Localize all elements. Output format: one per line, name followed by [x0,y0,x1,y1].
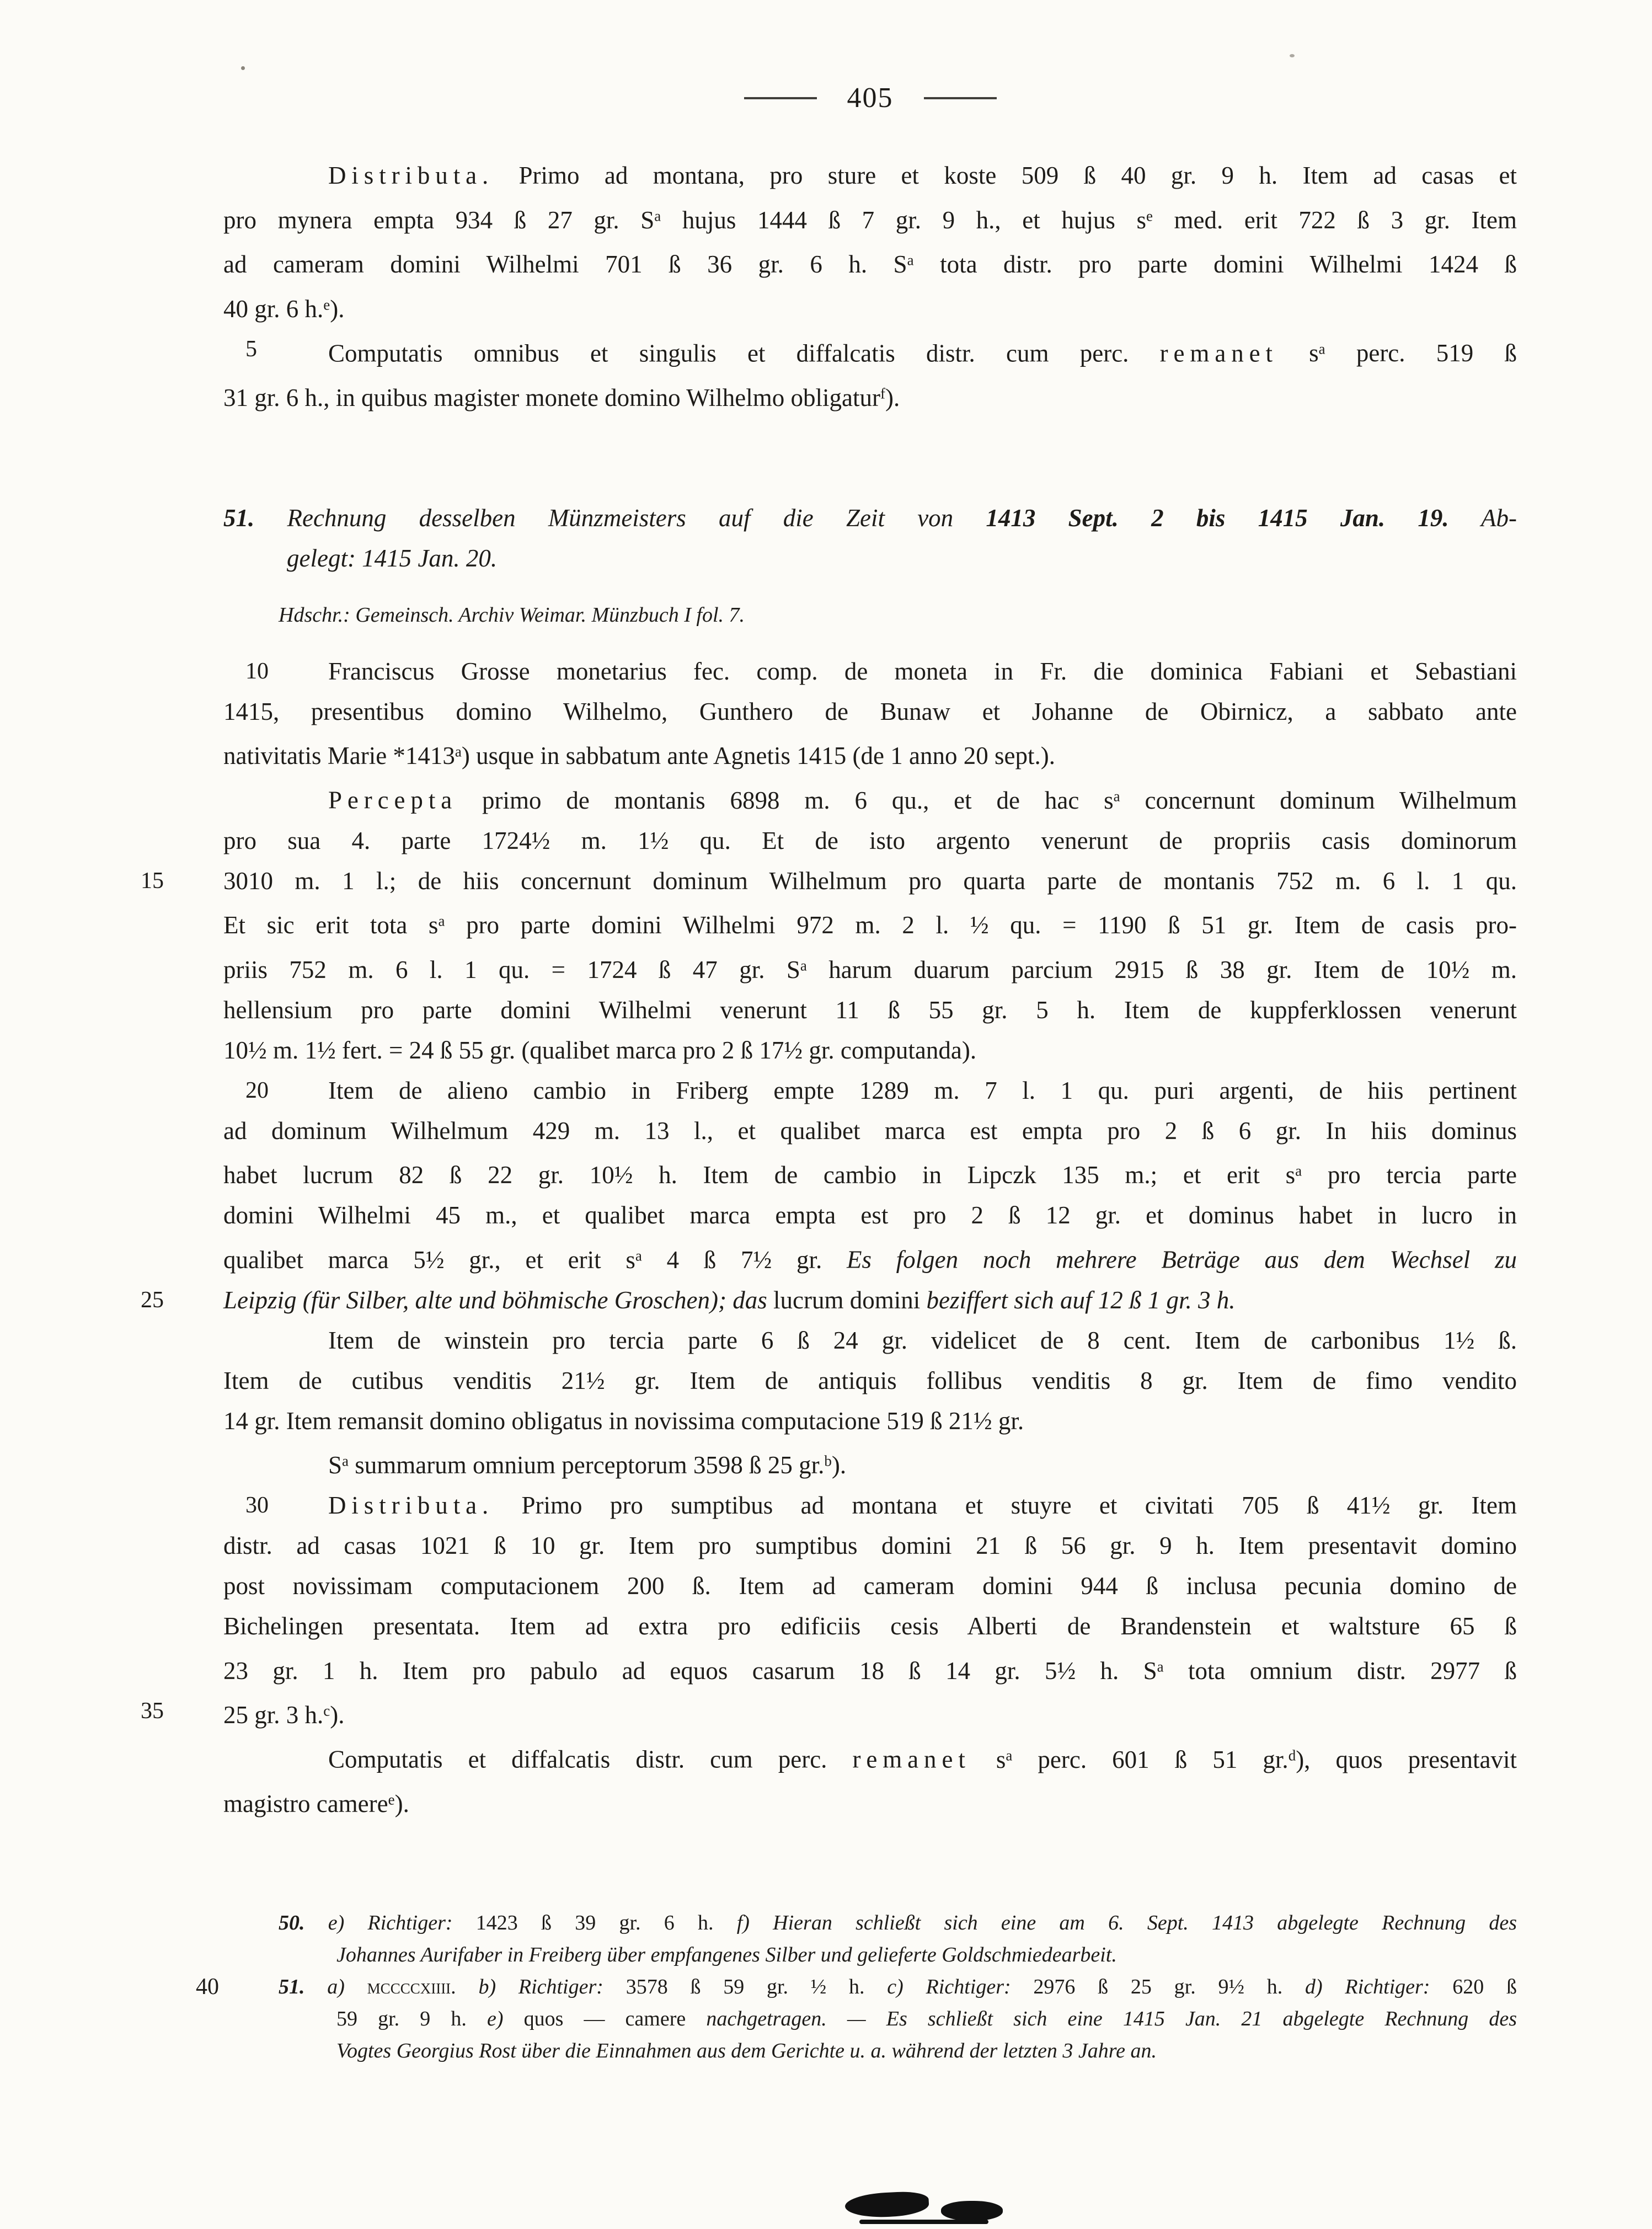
text-line [223,1030,1517,1071]
superscript-note-mark: a [1295,1162,1302,1179]
superscript-note-mark: a [342,1452,349,1469]
text-segment: Franciscus Grosse monetarius fec. comp. de moneta in Fr. die dominica Fabiani et Sebastiani [328,657,1517,685]
text-segment: 3578 ß 59 gr. ½ h. [625,1975,888,1998]
superscript-note-mark: a [455,743,462,760]
line-number: 30 [245,1493,269,1518]
text-line [223,1606,1517,1647]
text-line [223,776,1517,821]
text-segment: 51. [223,504,255,532]
text-line [141,861,1517,901]
text-line [223,732,1517,777]
text-line [223,240,1517,285]
text-line [223,1441,1517,1486]
text-segment: Distributa. [328,162,494,189]
heading-line [223,498,1517,538]
text-line [223,329,1517,374]
text-segment: primo de montanis 6898 m. 6 qu., et de hac $s^a$ concernunt dominum Wilhelmum [457,786,1517,814]
text-segment: Johannes Aurifaber in Freiberg über empfangenes Silber und gelieferte Goldschmiedearbeit. [336,1943,1117,1966]
text-segment: 3010 m. 1 l.; de hiis concernunt dominum Wilhelmum pro quarta parte de montanis 752 m. 6 l. 1 qu. [223,867,1517,895]
text-segment: c) Richtiger: [887,1975,1034,1998]
scan-artifact [941,2201,1003,2221]
text-segment: lucrum domini [773,1286,921,1314]
text-line [223,1526,1517,1566]
line-number: 20 [245,1077,269,1103]
text-segment: Bichelingen presentata. Item ad extra pro edificiis cesis Alberti de Brandenstein et waltsture 65 ß [223,1612,1517,1640]
text-segment: Ab- [1448,504,1517,532]
text-segment: 10½ m. 1½ fert. = 24 ß 55 gr. (qualibet marca pro 2 ß 17½ gr. computanda). [223,1036,977,1064]
text-segment: 1413 Sept. 2 bis 1415 Jan. 19. [986,504,1449,532]
text-segment: remanet [1159,339,1278,367]
text-line [223,1735,1517,1780]
text-segment: $s^a$ perc. 519 ß [1277,339,1517,367]
text-segment: Rechnung desselben Münzmeisters auf die Zeit von [254,504,986,532]
text-segment: hellensium pro parte domini Wilhelmi venerunt 11 ß 55 gr. 5 h. Item de kuppferklossen venerunt [223,996,1517,1024]
footnote-line [196,1971,1517,2003]
text-segment: 1415, presentibus domino Wilhelmo, Gunthero de Bunaw et Johanne de Obirnicz, a sabbato ante [223,697,1517,725]
text-segment: e) Richtiger: [304,1911,476,1934]
header-rule-right [924,97,997,99]
superscript-note-mark: a [1006,1747,1013,1763]
text-segment: 25 gr. 3 h.$^c$). [223,1701,345,1729]
text-line [223,692,1517,732]
text-segment: mccccxiiii. [367,1975,456,1998]
text-segment: Computatis omnibus et singulis et diffalcatis distr. cum perc. [328,339,1160,367]
text-segment: 59 gr. 9 h. [336,2007,487,2030]
superscript-note-mark: f [880,385,885,402]
footnote-line [223,2035,1517,2067]
text-line [223,990,1517,1030]
superscript-note-mark: a [800,957,807,974]
text-segment: 14 gr. Item remansit domino obligatus in novissima computacione 519 ß 21½ gr. [223,1407,1024,1435]
text-segment: pro mynera empta 934 ß 27 gr. $S^a$ hujus 1444 ß 7 gr. 9 h., et hujus $s^e$ med. erit 722 ß 3 gr. Item [223,206,1517,234]
text-line [223,1566,1517,1606]
text-segment: 620 ß [1452,1975,1517,1998]
text-segment: gelegt: 1415 Jan. 20. [287,544,498,572]
text-segment: 2976 ß 25 gr. 9½ h. [1033,1975,1306,1998]
line-number: 10 [245,658,269,684]
text-line [223,1780,1517,1825]
superscript-note-mark: e [323,296,330,313]
text-line [223,901,1517,946]
text-line [223,156,1517,196]
text-line [223,1485,1517,1526]
line-number: 5 [245,336,257,362]
header-rule-left [744,97,817,99]
text-segment: Vogtes Georgius Rost über die Einnahmen aus dem Gerichte u. a. während der letzten 3 Jahre an. [336,2039,1157,2062]
text-segment: quos — camere [523,2007,707,2030]
superscript-note-mark: a [1157,1658,1164,1675]
footnote-line [223,1939,1517,1971]
line-number: 35 [141,1698,164,1724]
superscript-note-mark: a [1113,788,1120,804]
text-segment: post novissimam computacionem 200 ß. Item ad cameram domini 944 ß inclusa pecunia domino de [223,1572,1517,1600]
text-segment: 1423 ß 39 gr. 6 h. [475,1911,737,1934]
text-line [223,1195,1517,1236]
text-segment: priis 752 m. 6 l. 1 qu. = 1724 ß 47 gr. $S^a$ harum duarum parcium 2915 ß 38 gr. Item de 10½ m. [223,955,1517,983]
line-number: 15 [141,868,164,894]
text-segment: distr. ad casas 1021 ß 10 gr. Item pro sumptibus domini 21 ß 56 gr. 9 h. Item presentavit domino [223,1532,1517,1559]
text-segment: b) Richtiger: [456,1975,626,1998]
line-number: 25 [141,1287,164,1313]
superscript-note-mark: b [824,1452,832,1469]
text-segment: a) [304,1975,367,1998]
text-segment: Item de winstein pro tercia parte 6 ß 24 gr. videlicet de 8 cent. Item de carbonibus 1½ ß. [328,1326,1517,1354]
text-segment: 40 gr. 6 h.$^e$). [223,295,345,323]
text-segment: Item de alieno cambio in Friberg empte 1289 m. 7 l. 1 qu. puri argenti, de hiis pertinent [328,1076,1517,1104]
text-segment: qualibet marca 5½ gr., et erit $s^a$ 4 ß 7½ gr. [223,1246,847,1274]
source-line [223,598,1517,632]
text-segment: magistro camere$^e$). [223,1790,409,1818]
text-segment: Primo pro sumptibus ad montana et stuyre et civitati 705 ß 41½ gr. Item [494,1492,1517,1519]
text-line [223,1111,1517,1151]
text-segment: Hdschr.: Gemeinsch. Archiv Weimar. Münzbuch I fol. 7. [279,603,745,627]
footnote-line [223,2003,1517,2035]
line-number: 40 [196,1974,219,2000]
text-line [223,1361,1517,1401]
text-segment: d) Richtiger: [1305,1975,1453,1998]
text-line [223,1647,1517,1691]
text-segment: domini Wilhelmi 45 m., et qualibet marca empta est pro 2 ß 12 gr. et dominus habet in lucro in [223,1201,1517,1229]
text-segment: Percepta [328,786,458,814]
text-segment: $s^a$ perc. 601 ß 51 gr.$^d$), quos presentavit [970,1745,1517,1773]
superscript-note-mark: d [1288,1747,1296,1763]
scan-artifact [1290,54,1295,57]
superscript-note-mark: e [388,1791,395,1808]
footnote-line [223,1907,1517,1939]
text-segment: beziffert sich auf 12 ß 1 gr. 3 h. [920,1286,1236,1314]
text-segment: 31 gr. 6 h., in quibus magister monete domino Wilhelmo obligatur$^f$). [223,383,900,411]
text-segment: Computatis et diffalcatis distr. cum perc. [328,1745,853,1773]
text-segment: 50. [279,1911,305,1934]
text-line [223,1321,1517,1361]
text-segment: 23 gr. 1 h. Item pro pabulo ad equos casarum 18 ß 14 gr. 5½ h. $S^a$ tota omnium distr. 2977 ß [223,1656,1517,1685]
scan-artifact [859,2220,988,2224]
superscript-note-mark: a [907,252,914,269]
superscript-note-mark: a [1318,340,1325,357]
superscript-note-mark: a [438,912,445,929]
superscript-note-mark: a [654,207,661,224]
page-header [223,82,1517,114]
text-segment: ad cameram domini Wilhelmi 701 ß 36 gr. 6 h. $S^a$ tota distr. pro parte domini Wilhelmi 1424 ß [223,250,1517,278]
text-line [141,1280,1517,1321]
text-segment: remanet [852,1745,971,1773]
text-line [223,285,1517,329]
text-segment: Es folgen noch mehrere Beträge aus dem Wechsel zu [846,1246,1517,1274]
page-number: 405 [847,82,894,114]
text-line [223,1401,1517,1441]
text-segment: Et sic erit tota $s^a$ pro parte domini Wilhelmi 972 m. 2 l. ½ qu. = 1190 ß 51 gr. Item de casis pro- [223,911,1517,939]
text-column [141,156,1517,2067]
text-segment: pro sua 4. parte 1724½ m. 1½ qu. Et de isto argento venerunt de propriis casis dominorum [223,826,1517,854]
text-line [223,651,1517,692]
text-segment: e) [486,2007,524,2030]
text-segment: nachgetragen. — Es schließt sich eine 1415 Jan. 21 abgelegte Rechnung des [706,2007,1517,2030]
text-segment: ad dominum Wilhelmum 429 m. 13 l., et qualibet marca est empta pro 2 ß 6 gr. In hiis dominus [223,1116,1517,1145]
text-segment: habet lucrum 82 ß 22 gr. 10½ h. Item de cambio in Lipczk 135 m.; et erit $s^a$ pro tercia parte [223,1161,1517,1189]
text-line [223,1151,1517,1196]
text-segment: 51. [279,1975,305,1998]
text-line [223,1236,1517,1280]
text-line [223,196,1517,240]
text-line [141,1691,1517,1736]
text-line [223,1071,1517,1111]
scan-artifact [844,2190,929,2219]
text-segment: $S^a$ summarum omnium perceptorum 3598 ß 25 gr.$^b$). [328,1451,847,1479]
text-line [223,945,1517,990]
superscript-note-mark: e [1146,207,1153,224]
scan-artifact [241,66,245,70]
text-segment: nativitatis Marie *1413$^a$) usque in sabbatum ante Agnetis 1415 (de 1 anno 20 sept.). [223,742,1055,769]
text-segment: Leipzig (für Silber, alte und böhmische Groschen); das [223,1286,773,1314]
text-line [223,821,1517,861]
text-segment: f) Hieran schließt sich eine am 6. Sept. 1413 abgelegte Rechnung des [736,1911,1517,1934]
text-segment: Primo ad montana, pro sture et koste 509 ß 40 gr. 9 h. Item ad casas et [494,162,1517,189]
heading-line [223,538,1517,579]
text-segment: Distributa. [328,1492,494,1519]
text-line [223,373,1517,418]
superscript-note-mark: c [323,1702,330,1719]
superscript-note-mark: a [635,1247,642,1264]
text-segment: Item de cutibus venditis 21½ gr. Item de antiquis follibus venditis 8 gr. Item de fimo vendito [223,1366,1517,1394]
